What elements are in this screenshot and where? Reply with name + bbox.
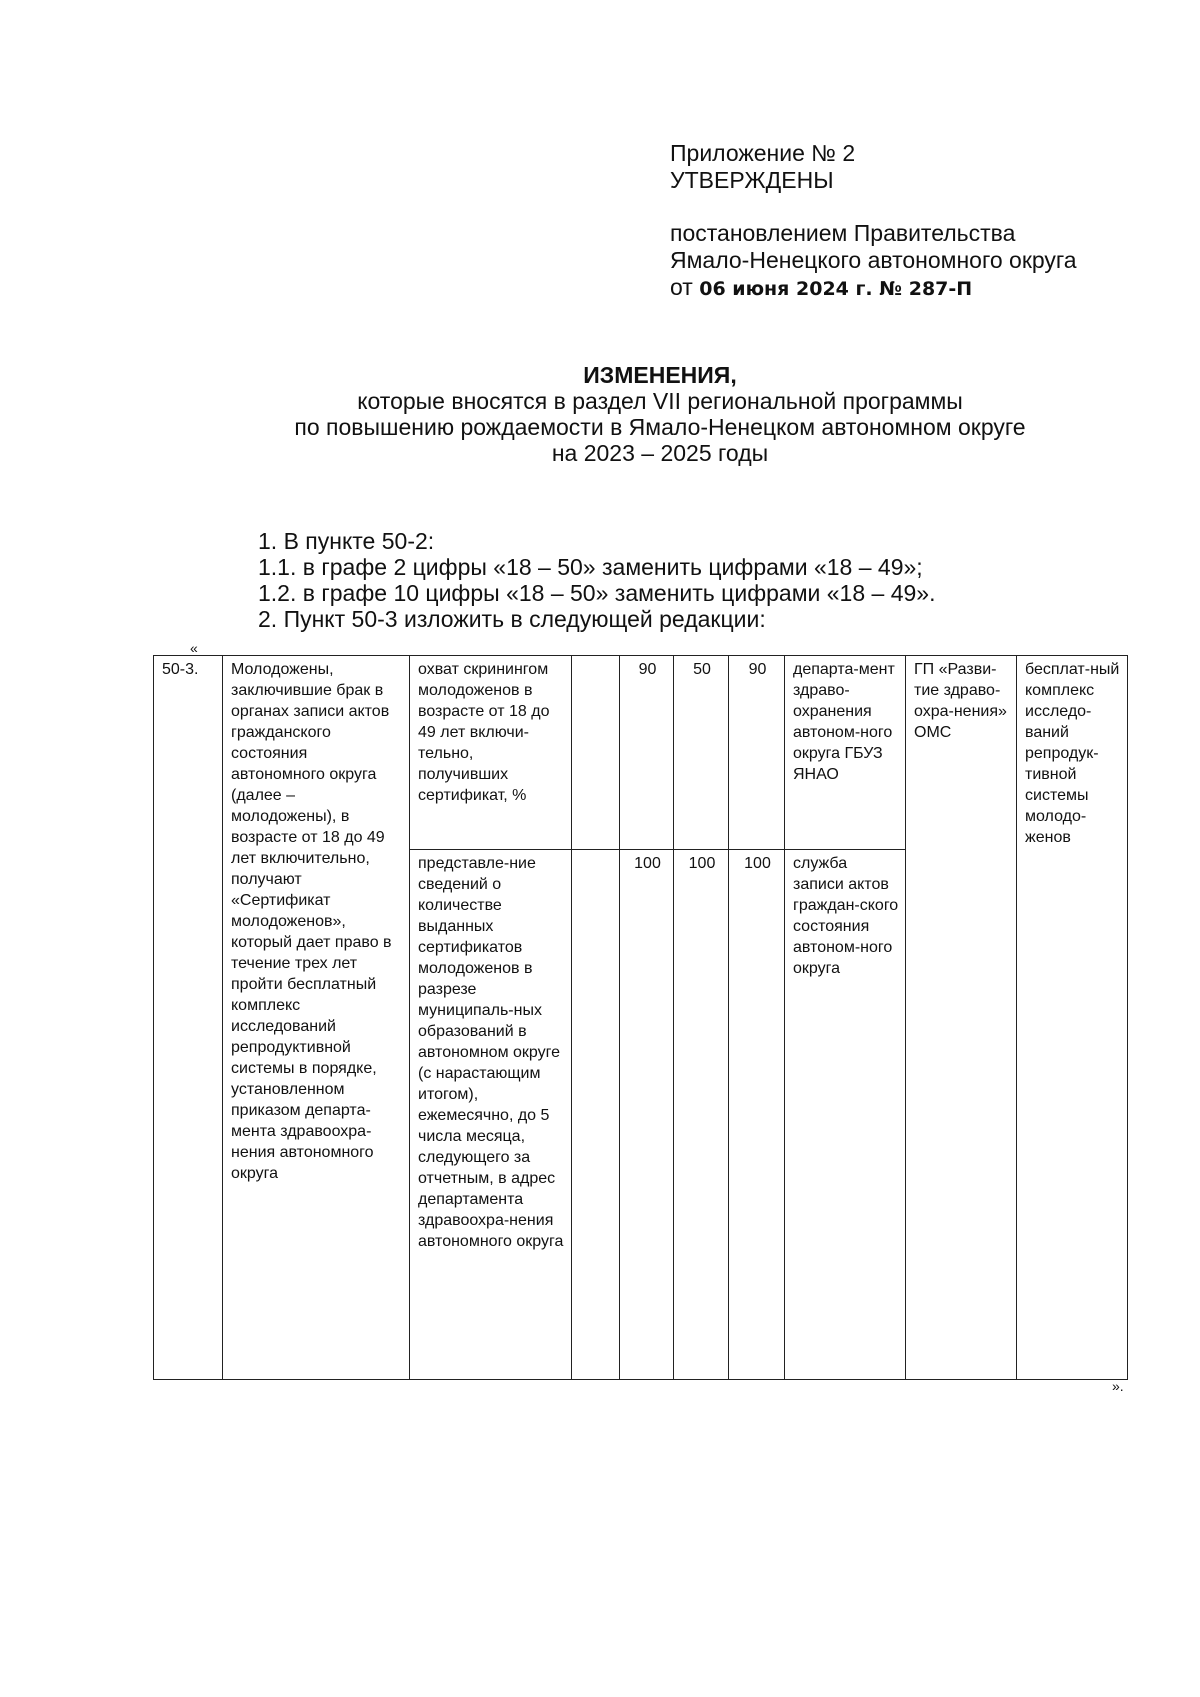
approved-label: УТВЕРЖДЕНЫ (670, 167, 834, 193)
quote-open: « (190, 640, 198, 656)
decree-line-2: Ямало-Ненецкого автономного округа (670, 247, 1077, 273)
measure-description: Молодожены, заключившие брак в органах записи актов гражданского состояния автономного округа (далее – молодожены), в возрасте от 18 до 49 лет включительно, получают «Сертификат молодоженов», который дает право в течение трех лет пройти бесплатный комплекс исследований репродуктивной системы в порядке, установленном приказом департа-мента здравоохра-нения автономного округа (223, 656, 410, 1380)
expected-result: бесплат-ный комплекс исследо-ваний репродук-тивной системы молодо-женов (1017, 656, 1128, 1380)
value-2023-1: 90 (620, 656, 674, 850)
quote-close: ». (1112, 1378, 1124, 1394)
amendment-item: 2. Пункт 50-3 изложить в следующей редакции: (258, 606, 766, 632)
appendix-number: Приложение № 2 (670, 140, 856, 166)
title-line-2: по повышению рождаемости в Ямало-Ненецком автономном округе (294, 414, 1026, 440)
indicator-1: охват скринингом молодоженов в возрасте от 18 до 49 лет включи-тельно, получивших сертификат, % (410, 656, 572, 850)
title-line-3: на 2023 – 2025 годы (551, 440, 769, 466)
amendment-item: 1.2. в графе 10 цифры «18 – 50» заменить цифрами «18 – 49». (258, 580, 936, 606)
value-2025-2: 100 (729, 850, 785, 1380)
document-title (0, 362, 1200, 466)
responsible-2: служба записи актов граждан-ского состояния автоном-ного округа (785, 850, 906, 1380)
date-value: 06 июня 2024 г. № 287-П (699, 278, 973, 300)
baseline-2 (572, 850, 620, 1380)
funding-source: ГП «Разви-тие здраво-охра-нения» ОМС (906, 656, 1017, 1380)
decree-date (670, 274, 1077, 303)
value-2025-1: 90 (729, 656, 785, 850)
value-2024-2: 100 (674, 850, 729, 1380)
title-heading: ИЗМЕНЕНИЯ, (583, 362, 737, 388)
amendment-item: 1. В пункте 50-2: (258, 528, 435, 554)
table-row (154, 656, 1128, 850)
value-2024-1: 50 (674, 656, 729, 850)
title-line-1: которые вносятся в раздел VII региональной программы (357, 388, 963, 414)
indicator-2: представле-ние сведений о количестве выданных сертификатов молодоженов в разрезе муниципаль-ных образований в автономном округе (с нарастающим итогом), ежемесячно, до 5 числа месяца, следующего за отчетным, в адрес департамента здравоохра-нения автономного округа (410, 850, 572, 1380)
baseline-1 (572, 656, 620, 850)
measure-number: 50-3. (154, 656, 223, 1380)
measures-table (153, 655, 1128, 1380)
value-2023-2: 100 (620, 850, 674, 1380)
appendix-block (670, 140, 1077, 303)
amendment-item: 1.1. в графе 2 цифры «18 – 50» заменить цифрами «18 – 49»; (258, 554, 923, 580)
responsible-1: департа-мент здраво-охранения автоном-ного округа ГБУЗ ЯНАО (785, 656, 906, 850)
decree-line-1: постановлением Правительства (670, 220, 1016, 246)
date-prefix: от (670, 274, 693, 300)
amendment-items (258, 528, 935, 632)
